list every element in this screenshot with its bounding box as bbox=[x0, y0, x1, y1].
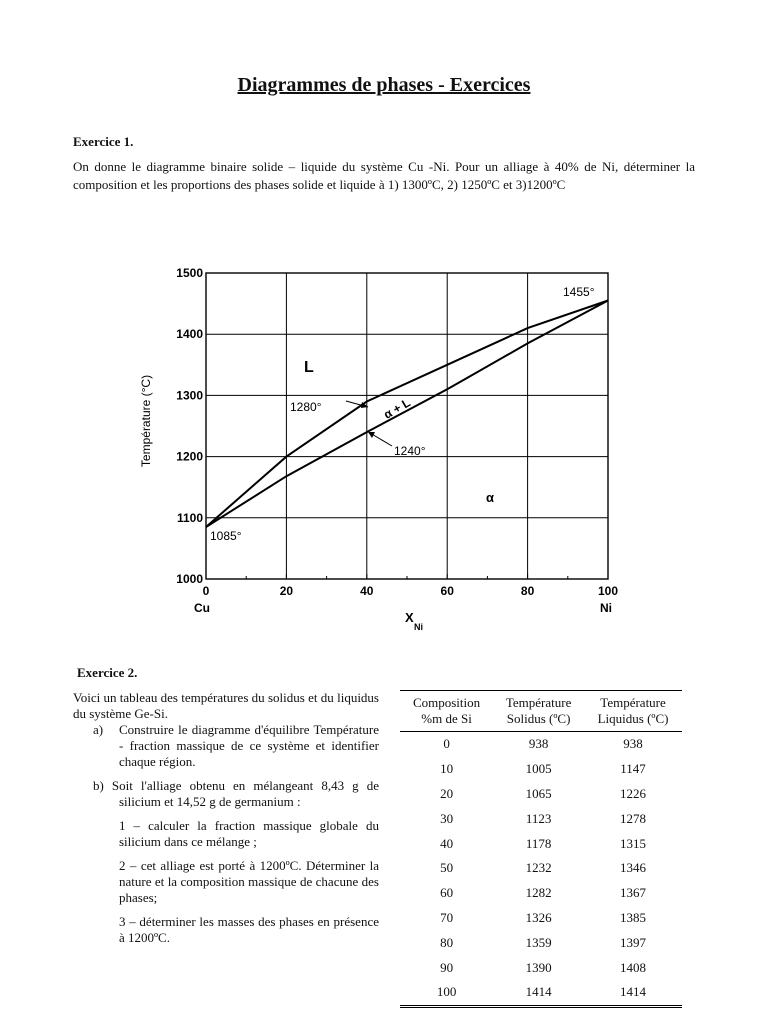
exercise1-text: On donne le diagramme binaire solide – liquide du système Cu -Ni. Pour un alliage à 40% de Ni, déterminer la composition et les proportions des phases solide et liquide à 1) 1300ºC, 2) 1250ºC et 3)1200ºC bbox=[73, 159, 695, 192]
cell-composition: 90 bbox=[440, 959, 454, 975]
table-row bbox=[400, 757, 682, 782]
cell-solidus: 1359 bbox=[525, 934, 552, 950]
cell-composition: 50 bbox=[440, 860, 454, 876]
table-row bbox=[400, 782, 682, 807]
cell-composition: 60 bbox=[440, 885, 454, 901]
chart-ticks bbox=[176, 266, 618, 598]
table-row bbox=[400, 856, 682, 881]
item-a-text: Construire le diagramme d'équilibre Température - fraction massique de ce système et identifier chaque région. bbox=[119, 722, 379, 769]
question-2: 2 – cet alliage est porté à 1200ºC. Déterminer la nature et la composition massique de chacune des phases; bbox=[119, 858, 379, 905]
y-tick-label: 1200 bbox=[176, 449, 203, 464]
table-row bbox=[400, 980, 682, 1006]
cell-composition: 30 bbox=[440, 810, 454, 826]
region-label-solid: α bbox=[486, 490, 494, 505]
cell-composition: 100 bbox=[400, 980, 493, 1006]
table-row bbox=[400, 831, 682, 856]
cell-solidus: 1178 bbox=[525, 835, 552, 851]
table-header-row bbox=[400, 691, 682, 732]
region-label-two-phase: α + L bbox=[381, 395, 413, 422]
cell-liquidus: 1385 bbox=[620, 909, 647, 925]
annotation-1240: 1240° bbox=[394, 444, 426, 458]
table-row bbox=[400, 732, 682, 757]
exercise1-heading: Exercice 1. bbox=[73, 134, 134, 149]
y-axis-label: Température (°C) bbox=[139, 374, 153, 468]
item-a bbox=[93, 722, 379, 770]
x-axis-label: X bbox=[405, 610, 414, 625]
question-1: 1 – calculer la fraction massique globale du silicium dans ce mélange ; bbox=[119, 818, 379, 849]
table-row bbox=[400, 806, 682, 831]
x-end-label-ni: Ni bbox=[600, 601, 612, 615]
annotation-1085: 1085° bbox=[210, 529, 242, 543]
cell-composition: 70 bbox=[440, 909, 454, 925]
x-tick-label: 40 bbox=[360, 584, 374, 598]
cell-composition: 10 bbox=[440, 761, 454, 777]
cell-liquidus: 1147 bbox=[620, 761, 646, 777]
cell-composition: 0 bbox=[443, 736, 450, 752]
annotation-1280: 1280° bbox=[290, 400, 322, 414]
header-composition: Composition %m de Si bbox=[400, 691, 493, 732]
y-tick-label: 1000 bbox=[176, 572, 203, 586]
item-a-marker: a) bbox=[93, 722, 104, 737]
phase-diagram-chart bbox=[0, 250, 768, 640]
cell-liquidus: 1397 bbox=[620, 934, 647, 950]
cell-solidus: 1390 bbox=[525, 959, 552, 975]
table-row bbox=[400, 955, 682, 980]
y-tick-label: 1400 bbox=[176, 327, 203, 342]
exercise2-body bbox=[73, 690, 379, 946]
cell-composition: 80 bbox=[440, 934, 454, 950]
cell-solidus: 1282 bbox=[525, 885, 552, 901]
cell-liquidus: 1408 bbox=[620, 959, 647, 975]
region-label-liquid: L bbox=[304, 359, 314, 376]
y-tick-label: 1100 bbox=[176, 510, 203, 525]
table-row bbox=[400, 930, 682, 955]
cell-solidus: 938 bbox=[528, 736, 549, 752]
y-tick-label: 1500 bbox=[176, 266, 203, 280]
cell-solidus: 1232 bbox=[525, 860, 552, 876]
plot-frame bbox=[206, 273, 608, 579]
x-tick-label: 80 bbox=[520, 584, 535, 598]
exercise2-heading: Exercice 2. bbox=[77, 665, 138, 680]
x-tick-label: 0 bbox=[202, 584, 210, 598]
solidus-liquidus-table bbox=[400, 690, 682, 1008]
cell-composition: 40 bbox=[440, 835, 454, 851]
cell-liquidus: 1226 bbox=[620, 785, 647, 801]
item-b-text: b) Soit l'alliage obtenu en mélangeant 8,43 g de silicium et 14,52 g de germanium : bbox=[93, 778, 379, 809]
cell-liquidus: 938 bbox=[623, 736, 643, 752]
cell-liquidus: 1278 bbox=[620, 810, 647, 826]
cell-composition: 20 bbox=[440, 785, 454, 801]
cell-solidus: 1005 bbox=[525, 761, 552, 777]
header-liquidus: Température Liquidus (ºC) bbox=[584, 691, 682, 732]
table-row bbox=[400, 881, 682, 906]
annotation-1455: 1455° bbox=[563, 285, 595, 299]
table-row bbox=[400, 906, 682, 931]
x-tick-label: 100 bbox=[597, 584, 619, 598]
x-end-label-cu: Cu bbox=[194, 601, 210, 615]
y-tick-label: 1300 bbox=[176, 388, 203, 403]
cell-liquidus: 1414 bbox=[584, 980, 682, 1006]
exercise2-intro: Voici un tableau des températures du solidus et du liquidus du système Ge-Si. bbox=[73, 690, 379, 721]
x-axis-label-subscript: Ni bbox=[414, 622, 423, 632]
cell-solidus: 1123 bbox=[525, 810, 552, 826]
header-solidus: Température Solidus (ºC) bbox=[493, 691, 584, 732]
cell-liquidus: 1315 bbox=[620, 835, 647, 851]
cell-liquidus: 1346 bbox=[620, 860, 647, 876]
cell-solidus: 1414 bbox=[493, 980, 584, 1006]
question-3: 3 – déterminer les masses des phases en présence à 1200ºC. bbox=[119, 914, 379, 945]
x-tick-label: 60 bbox=[440, 584, 454, 598]
cell-solidus: 1065 bbox=[525, 785, 552, 801]
cell-solidus: 1326 bbox=[525, 909, 552, 925]
cell-liquidus: 1367 bbox=[620, 885, 647, 901]
x-tick-label: 20 bbox=[279, 584, 294, 598]
page-title: Diagrammes de phases - Exercices bbox=[237, 74, 531, 96]
chart-grid bbox=[206, 273, 608, 579]
